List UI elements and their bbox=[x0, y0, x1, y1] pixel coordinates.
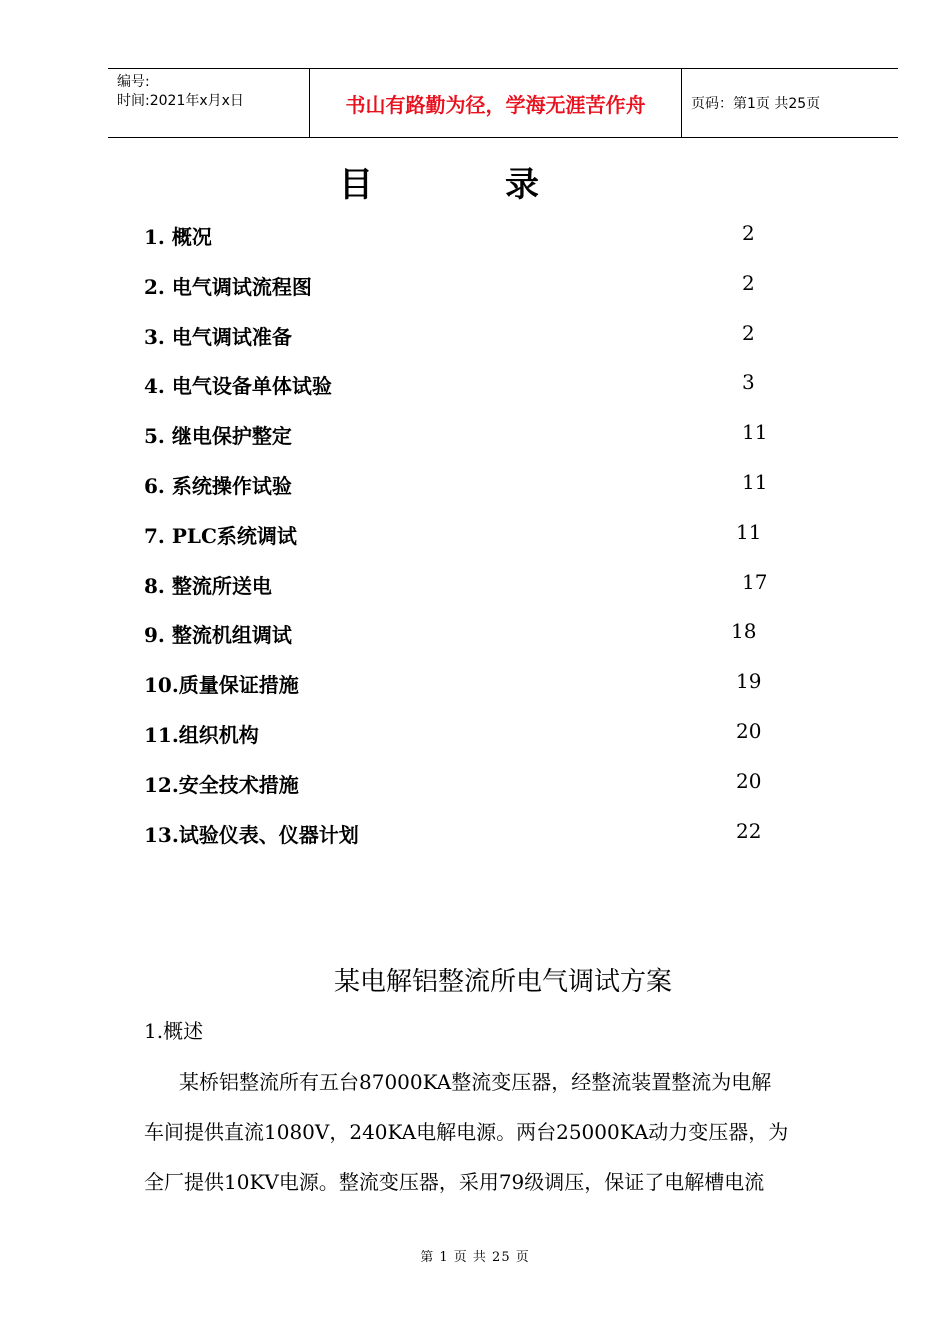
toc-item-page: 19 bbox=[736, 669, 762, 694]
toc-item bbox=[0, 508, 950, 558]
toc-item bbox=[0, 358, 950, 408]
toc-item-page: 20 bbox=[736, 719, 762, 743]
toc-item bbox=[0, 707, 950, 757]
toc-item-page: 11 bbox=[742, 470, 768, 494]
header-number-label: 编号: bbox=[117, 74, 150, 90]
toc-item-page: 11 bbox=[742, 420, 768, 445]
toc-item bbox=[0, 309, 950, 359]
toc-item-label: 13.试验仪表、仪器计划 bbox=[144, 822, 359, 847]
toc-item-label: 4. 电气设备单体试验 bbox=[144, 374, 332, 399]
toc-item bbox=[0, 209, 950, 259]
toc-item-label: 1. 概况 bbox=[144, 225, 212, 249]
toc-item-label: 5. 继电保护整定 bbox=[144, 424, 292, 449]
toc-item-label: 3. 电气调试准备 bbox=[144, 324, 292, 349]
toc-item bbox=[0, 558, 950, 608]
toc-item-page: 17 bbox=[742, 569, 768, 594]
toc-item-label: 10.质量保证措施 bbox=[144, 673, 299, 698]
page-footer: 第 1 页 共 25 页 bbox=[420, 1250, 530, 1265]
toc-item-label: 12.安全技术措施 bbox=[144, 772, 299, 797]
header-page-info: 页码：第1页 共25页 bbox=[691, 96, 821, 112]
toc-item bbox=[0, 757, 950, 807]
header-meta bbox=[108, 69, 309, 137]
toc-item bbox=[0, 259, 950, 309]
toc-item bbox=[0, 807, 950, 857]
toc-item-label: 7. PLC系统调试 bbox=[144, 523, 297, 548]
toc-item-label: 11.组织机构 bbox=[144, 723, 259, 747]
toc-item-label: 2. 电气调试流程图 bbox=[144, 274, 312, 299]
toc-title: 目录 bbox=[339, 165, 671, 205]
toc-item-page: 2 bbox=[742, 320, 755, 345]
toc-item-page: 20 bbox=[736, 768, 762, 793]
toc-item-label: 9. 整流机组调试 bbox=[144, 623, 292, 648]
toc-item bbox=[0, 657, 950, 707]
document-title: 某电解铝整流所电气调试方案 bbox=[333, 967, 672, 997]
header-time-label: 时间:2021年x月x日 bbox=[117, 93, 244, 109]
page-header bbox=[108, 68, 898, 138]
body-line: 车间提供直流1080V，240KA电解电源。两台25000KA动力变压器，为 bbox=[144, 1120, 789, 1144]
toc-item-label: 6. 系统操作试验 bbox=[144, 474, 292, 498]
section-heading: 1.概述 bbox=[144, 1019, 204, 1043]
toc-item bbox=[0, 458, 950, 508]
toc-item-page: 22 bbox=[736, 818, 762, 843]
header-motto: 书山有路勤为径，学海无涯苦作舟 bbox=[309, 69, 682, 137]
toc-item bbox=[0, 607, 950, 657]
toc-item-page: 11 bbox=[736, 519, 762, 544]
toc-item-page: 3 bbox=[742, 370, 755, 395]
body-line: 全厂提供10KV电源。整流变压器，采用79级调压，保证了电解槽电流 bbox=[144, 1170, 765, 1194]
toc-item-label: 8. 整流所送电 bbox=[144, 573, 272, 598]
toc-item-page: 2 bbox=[742, 270, 755, 295]
body-line: 某桥铝整流所有五台87000KA整流变压器，经整流装置整流为电解 bbox=[179, 1070, 772, 1094]
toc-item-page: 18 bbox=[731, 619, 757, 644]
toc-item-page: 2 bbox=[742, 221, 755, 245]
toc-item bbox=[0, 408, 950, 458]
